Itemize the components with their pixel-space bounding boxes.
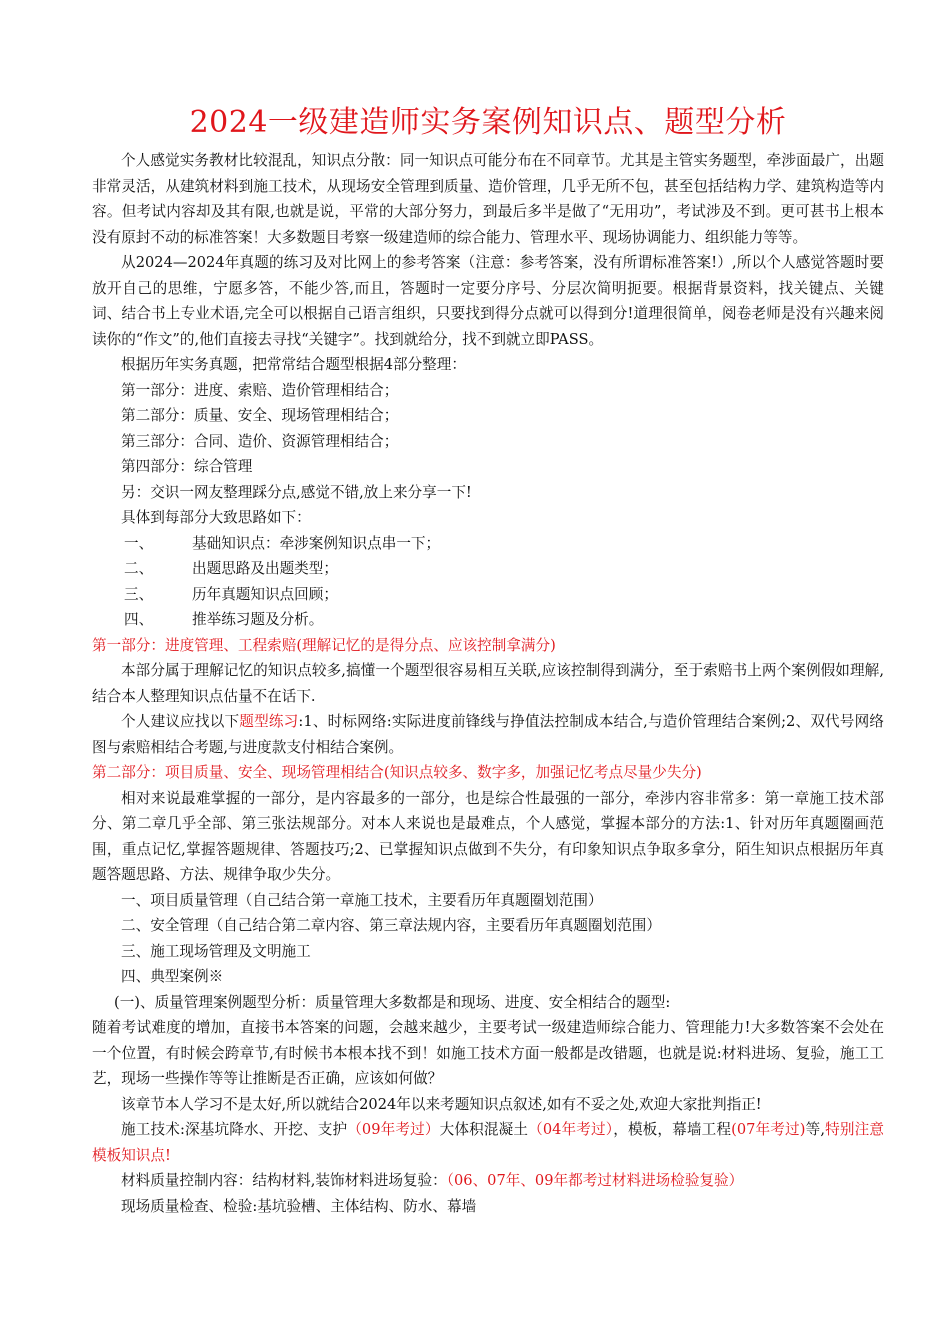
- approach-intro: 具体到每部分大致思路如下：: [121, 509, 311, 526]
- approach-num: 四、: [124, 611, 154, 628]
- site-inspection-paragraph: 现场质量检查、检验:基坑验槽、主体结构、防水、幕墙: [121, 1197, 477, 1215]
- approach-num: 二、: [124, 560, 154, 577]
- section-2-heading: 第二部分：项目质量、安全、现场管理相结合(知识点较多、数字多，加强记忆考点尽量少失分): [92, 764, 702, 781]
- approach-item-3: [92, 582, 884, 608]
- section-1-paragraph-1: 本部分属于理解记忆的知识点较多,搞懂一个题型很容易相互关联,应该控制得到满分，至于索赔书上两个案例假如理解,结合本人整理知识点估量不在话下.: [92, 662, 884, 705]
- material-year-note: （06、07年、09年都考过材料进场检验复验）: [446, 1172, 744, 1189]
- part-item-3: 第三部分：合同、造价、资源管理相结合；: [121, 432, 399, 450]
- case-1-paragraph: 随着考试难度的增加，直接书本答案的问题，会越来越少，主要考试一级建造师综合能力、管理能力!大多数答案不会处在一个位置，有时候会跨章节,有时候书本根本找不到！如施工技术方面一般都是改错题，也就是说:材料进场、复验，施工工艺，现场一些操作等等让推断是否正确，应该如何做？: [92, 1019, 884, 1087]
- tech-emphasis: 特别注意模板知识点!: [92, 1121, 884, 1164]
- section-2-paragraph-1: 相对来说最难掌握的一部分，是内容最多的一部分，也是综合性最强的一部分，牵涉内容非常多：第一章施工技术部分、第二章几乎全部、第三张法规部分。对本人来说也是最难点，个人感觉，掌握本部分的方法:1、针对历年真题圈画范围，重点记忆,掌握答题规律、答题技巧;2、已掌握知识点做到不失分，有印象知识点争取多拿分，陌生知识点根据历年真题答题思路、方法、规律争取少失分。: [92, 789, 884, 883]
- section-1-paragraph-2: [92, 709, 884, 760]
- approach-text: 推举练习题及分析。: [192, 611, 324, 628]
- intro-paragraph-2: 从2024—2024年真题的练习及对比网上的参考答案（注意：参考答案，没有所谓标准答案!）,所以个人感觉答题时要放开自己的思维，宁愿多答，不能少答,而且，答题时一定要分序号、分层次简明扼要。根据背景资料，找关键点、关键词、结合书上专业术语,完全可以根据自己语言组织，只要找到得分点就可以得到分!道理很简单，阅卷老师是没有兴趣来阅读你的“作文”的,他们直接去寻找“关键字”。找到就给分，找不到就立即PASS。: [92, 254, 884, 348]
- document-title: 2024一级建造师实务案例知识点、题型分析: [189, 105, 787, 140]
- section-2-item-3: 三、施工现场管理及文明施工: [121, 942, 311, 960]
- part-item-1: 第一部分：进度、索赔、造价管理相结合；: [121, 381, 399, 399]
- section-2-item-1: 一、项目质量管理（自己结合第一章施工技术，主要看历年真题圈划范围）: [121, 891, 603, 909]
- tech-text-a: 施工技术:深基坑降水、开挖、支护: [121, 1121, 348, 1138]
- intro-paragraph-3: 根据历年实务真题，把常常结合题型根据4部分整理：: [121, 356, 466, 373]
- intro-paragraph-1: 个人感觉实务教材比较混乱，知识点分散：同一知识点可能分布在不同章节。尤其是主管实务题型，牵涉面最广，出题非常灵活，从建筑材料到施工技术，从现场安全管理到质量、造价管理，几乎无所不包，甚至包括结构力学、建筑构造等内容。但考试内容却及其有限,也就是说，平常的大部分努力，到最后多半是做了“无用功”，考试涉及不到。更可甚书上根本没有原封不动的标准答案！大多数题目考察一级建造师的综合能力、管理水平、现场协调能力、组织能力等等。: [92, 152, 884, 246]
- sec1-p2-text-a: 个人建议应找以下: [121, 713, 240, 730]
- part-item-4: 第四部分：综合管理: [121, 458, 253, 475]
- part-item-2: 第二部分：质量、安全、现场管理相结合；: [121, 407, 399, 424]
- material-text: 材料质量控制内容：结构材料,装饰材料进场复验：: [121, 1172, 447, 1189]
- tech-year-note-3: (07年考过): [731, 1121, 806, 1138]
- section-1-heading: 第一部分：进度管理、工程索赔(理解记忆的是得分点、应该控制拿满分): [92, 636, 556, 654]
- section-2-item-4: 四、典型案例※: [121, 968, 224, 985]
- note-paragraph: 另：交识一网友整理踩分点,感觉不错,放上来分享一下!: [121, 483, 472, 501]
- approach-num: 一、: [124, 534, 154, 552]
- approach-item-1: [92, 531, 884, 557]
- document-page: [92, 100, 884, 1219]
- approach-num: 三、: [124, 585, 154, 603]
- tech-year-note-2: （04年考过）: [528, 1121, 614, 1138]
- section-2-item-2: 二、安全管理（自己结合第二章内容、第三章法规内容，主要看历年真题圈划范围）: [121, 917, 661, 934]
- approach-text: 历年真题知识点回顾；: [192, 585, 338, 603]
- approach-text: 基础知识点：牵涉案例知识点串一下；: [192, 534, 441, 552]
- approach-item-4: [92, 607, 884, 633]
- material-paragraph: [92, 1168, 884, 1194]
- case-1-title: (一)、质量管理案例题型分析：质量管理大多数都是和现场、进度、安全相结合的题型:: [114, 993, 671, 1011]
- tech-text-b: 大体积混凝土: [439, 1121, 529, 1138]
- case-1-paragraph-2: 该章节本人学习不是太好,所以就结合2024年以来考题知识点叙述,如有不妥之处,欢迎大家批判指正!: [121, 1095, 762, 1113]
- tech-text-c: ，模板，幕墙工程: [613, 1121, 732, 1138]
- approach-item-2: [92, 556, 884, 582]
- sec1-p2-highlight: 题型练习: [239, 713, 299, 730]
- sec1-p2-text-b: :1、时标网络:实际进度前锋线与挣值法控制成本结合,与造价管理结合案例;2、双代号网络图与索赔相结合考题,与进度款支付相结合案例。: [92, 713, 884, 756]
- tech-paragraph: [92, 1117, 884, 1168]
- tech-year-note-1: （09年考过）: [347, 1121, 440, 1138]
- approach-text: 出题思路及出题类型；: [192, 560, 338, 577]
- tech-text-d: 等,: [805, 1121, 825, 1138]
